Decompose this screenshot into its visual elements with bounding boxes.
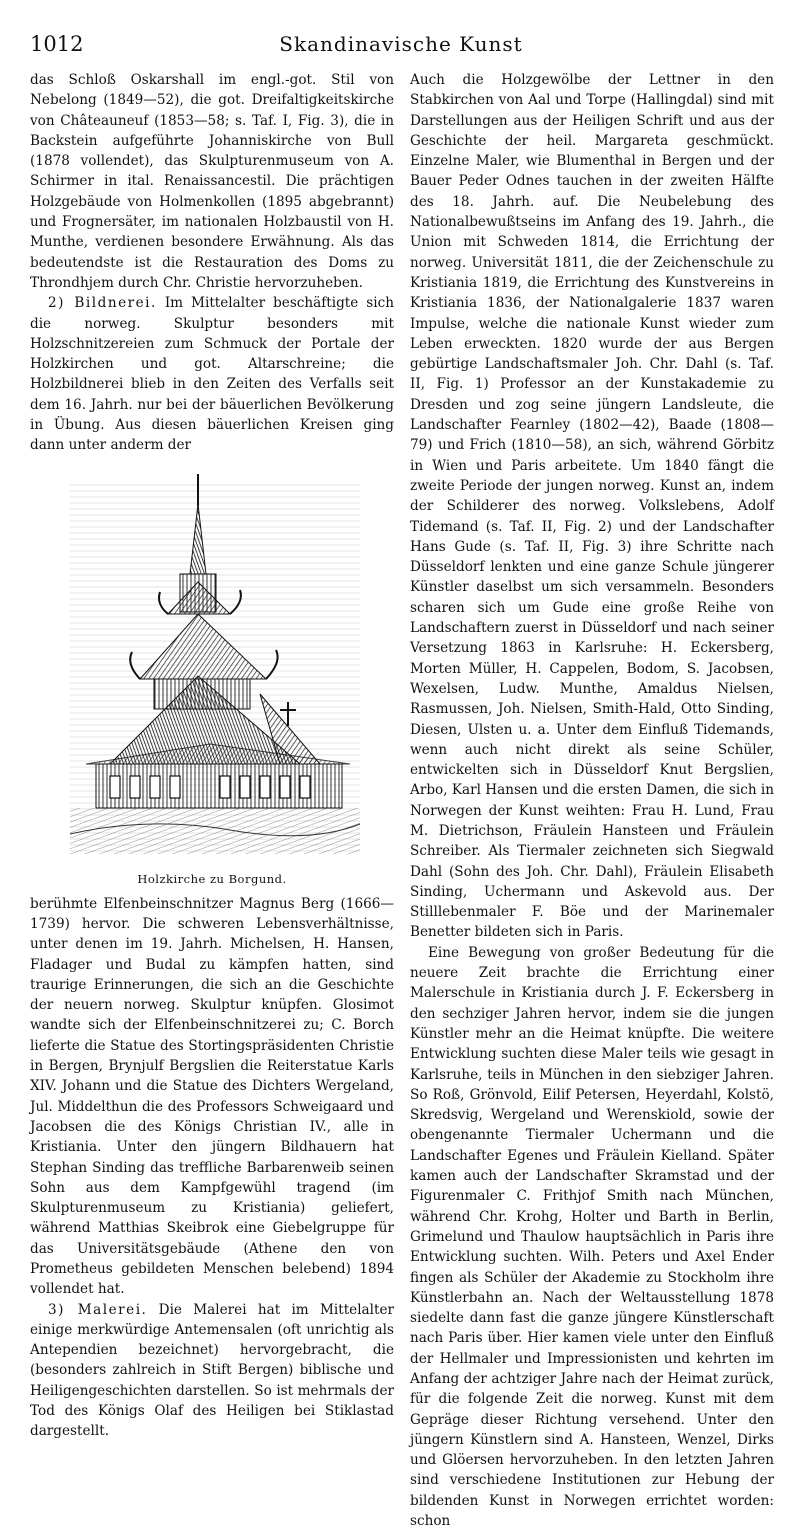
page-header (30, 28, 772, 64)
paragraph-sculpture-continued: berühmte Elfenbeinschnitzer Magnus Berg (1666—1739) hervor. Die schweren Lebensverhältnisse, unter denen im 19. Jahrh. Michelsen, H. Hansen, Fladager und Budal zu kämpfen hatten, sind traurige Erinnerungen, die sich an die Geschichte der neuern norweg. Skulptur knüpfen. Glosimot wandte sich der Elfenbeinschnitzerei zu; C. Borch lieferte die Statue des Stortingspräsidenten Christie in Bergen, Brynjulf Bergslien die Reiterstatue Karls XIV. Johann und die Statue des Dichters Wergeland, Jul. Middelthun die des Professors Schweigaard und Jacobsen die des Königs Christian IV., alle in Kristiania. Unter den jüngern Bildhauern hat Stephan Sinding das treffliche Barbarenweib seinen Sohn aus dem Kampfgewühl tragend (im Skulpturenmuseum zu Kristiania) geliefert, während Matthias Skeibrok eine Giebelgruppe für das Universitätsgebäude (Athene den von Prometheus gebildeten Menschen belebend) 1894 vollendet hat. (30, 895, 394, 1298)
page-number: 1012 (30, 32, 84, 56)
paragraph-sculpture-text: Im Mittelalter beschäftigte sich die norweg. Skulptur besonders mit Holzschnitzereien zum Schmuck der Portale der Holzkirchen und got. Altarschreine; die Holzbildnerei blieb in den Zeiten des Verfalls seit dem 16. Jahrh. nur bei der bäuerlichen Bevölkerung in Übung. Aus diesen bäuerlichen Kreisen ging dann unter anderm der (30, 295, 394, 454)
stave-church-illustration (30, 464, 394, 866)
paragraph-painting-text: Die Malerei hat im Mittelalter einige merkwürdige Antemensalen (oft unrichtig als Antependien bezeichnet) hervorgebracht, die (besonders zahlreich in Stift Bergen) biblische und Heiligengeschichten darstellen. So ist mehrmals der Tod des Königs Olaf des Heiligen bei Stiklastad dargestellt. (30, 1301, 395, 1440)
section-heading-painting: 3) Malerei. (48, 1301, 148, 1318)
paragraph-architecture: das Schloß Oskarshall im engl.-got. Stil von Nebelong (1849—52), die got. Dreifaltigkeitskirche von Châteauneuf (1853—58; s. Taf. I, Fig. 3), die in Backstein aufgeführte Johanniskirche von Bull (1878 vollendet), das Skulpturenmuseum von A. Schirmer in ital. Renaissancestil. Die prächtigen Holzgebäude von Holmenkollen (1895 abgebrannt) und Frognersäter, im nationalen Holzbaustil von H. Munthe, verdienen besondere Erwähnung. Als das bedeutendste ist die Restauration des Doms zu Throndhjem durch Chr. Christie hervorzuheben. (30, 72, 394, 291)
paragraph-painting-continued: Auch die Holzgewölbe der Lettner in den Stabkirchen von Aal und Torpe (Hallingdal) sind mit Darstellungen aus der Heiligen Schrift und aus der Geschichte der heil. Margareta geschmückt. Einzelne Maler, wie Blumenthal in Bergen und der Bauer Peder Odnes tauchen in der zweiten Hälfte des 18. Jahrh. auf. Die Neubelebung des Nationalbewußtseins im Anfang des 19. Jahrh., die Union mit Schweden 1814, die Errichtung der norweg. Universität 1811, die der Zeichenschule zu Kristiania 1819, die Errichtung des Kunstvereins in Kristiania 1836, der Nationalgalerie 1837 waren Impulse, welche die nationale Kunst wieder zum Leben erweckten. 1820 wurde der aus Bergen gebürtige Landschaftsmaler Joh. Chr. Dahl (s. Taf. II, Fig. 1) Professor an der Kunstakademie zu Dresden und zog seine jüngern Landsleute, die Landschafter Fearnley (1802—42), Baade (1808—79) und Frich (1810—58), an sich, während Görbitz in Wien und Paris arbeitete. Um 1840 fängt die zweite Periode der jungen norweg. Kunst an, indem der Schilderer des norweg. Volkslebens, Adolf Tidemand (s. Taf. II, Fig. 2) und der Landschafter Hans Gude (s. Taf. II, Fig. 3) ihre Schritte nach Düsseldorf lenkten und eine ganze Schule jüngerer Künstler daselbst um sich versammeln. Besonders scharen sich um Gude eine große Reihe von Landschaftern zuerst in Düsseldorf und nach seiner Versetzung 1863 in Karlsruhe: H. Eckersberg, Morten Müller, H. Cappelen, Bodom, S. Jacobsen, Wexelsen, Ludw. Munthe, Amaldus Nielsen, Rasmussen, Joh. Nielsen, Smith-Hald, Otto Sinding, Diesen, Ulsten u. a. Unter dem Einfluß Tidemands, wenn auch nicht direkt als seine Schüler, entwickelten sich in Düsseldorf Knut Bergslien, Arbo, Karl Hansen und die ersten Damen, die sich in Norwegen der Kunst weihten: Frau H. Lund, Frau M. Dietrichson, Fräulein Hansteen und Fräulein Schreiber. Als Tiermaler zeichneten sich Siegwald Dahl (Sohn des Joh. Chr. Dahl), Fräulein Elisabeth Sinding, Uchermann und Askevold aus. Der Stilllebenmaler F. Böe und der Marinemaler Benetter bildeten sich in Paris. (410, 72, 774, 941)
stave-church-engraving (30, 464, 394, 866)
left-column (30, 70, 394, 1442)
paragraph-painting-modern: Eine Bewegung von großer Bedeutung für die neuere Zeit brachte die Errichtung einer Malerschule in Kristiania durch J. F. Eckersberg in den sechziger Jahren hervor, indem sie die jungen Künstler mehr an die Heimat knüpfte. Die weitere Entwicklung suchten diese Maler teils wie gesagt in Karlsruhe, teils in München in den siebziger Jahren. So Roß, Grönvold, Eilif Petersen, Heyerdahl, Kolstö, Skredsvig, Wergeland und Werenskiold, sowie der obengenannte Tiermaler Uchermann und die Landschafter Egenes und Fräulein Kielland. Später kamen auch der Landschafter Skramstad und der Figurenmaler C. Frithjof Smith nach München, während Chr. Krohg, Holter und Barth in Berlin, Grimelund und Thaulow hauptsächlich in Paris ihre Entwicklung suchten. Wilh. Peters und Axel Ender fingen als Schüler der Akademie zu Stockholm ihre Künstlerbahn an. Nach der Weltausstellung 1878 siedelte dann fast die ganze jüngere Künstlerschaft nach Paris über. Hier kamen viele unter den Einfluß der Hellmaler und Impressionisten und kehrten im Anfang der achtziger Jahre nach der Heimat zurück, für die folgende Zeit die norweg. Kunst mit dem Gepräge dieser Richtung versehend. Unter den jüngern Künstlern sind A. Hansteen, Wenzel, Dirks und Glöersen hervorzuheben. In den letzten Jahren sind verschiedene Institutionen zur Hebung der bildenden Kunst in Norwegen errichtet worden: schon (410, 944, 774, 1530)
right-column (410, 70, 774, 1531)
figure-caption: Holzkirche zu Borgund. (137, 871, 287, 886)
paragraph-painting (30, 1300, 394, 1442)
paragraph-sculpture (30, 293, 394, 455)
running-title: Skandinavische Kunst (279, 32, 523, 56)
section-heading-sculpture: 2) Bildnerei. (48, 295, 157, 312)
